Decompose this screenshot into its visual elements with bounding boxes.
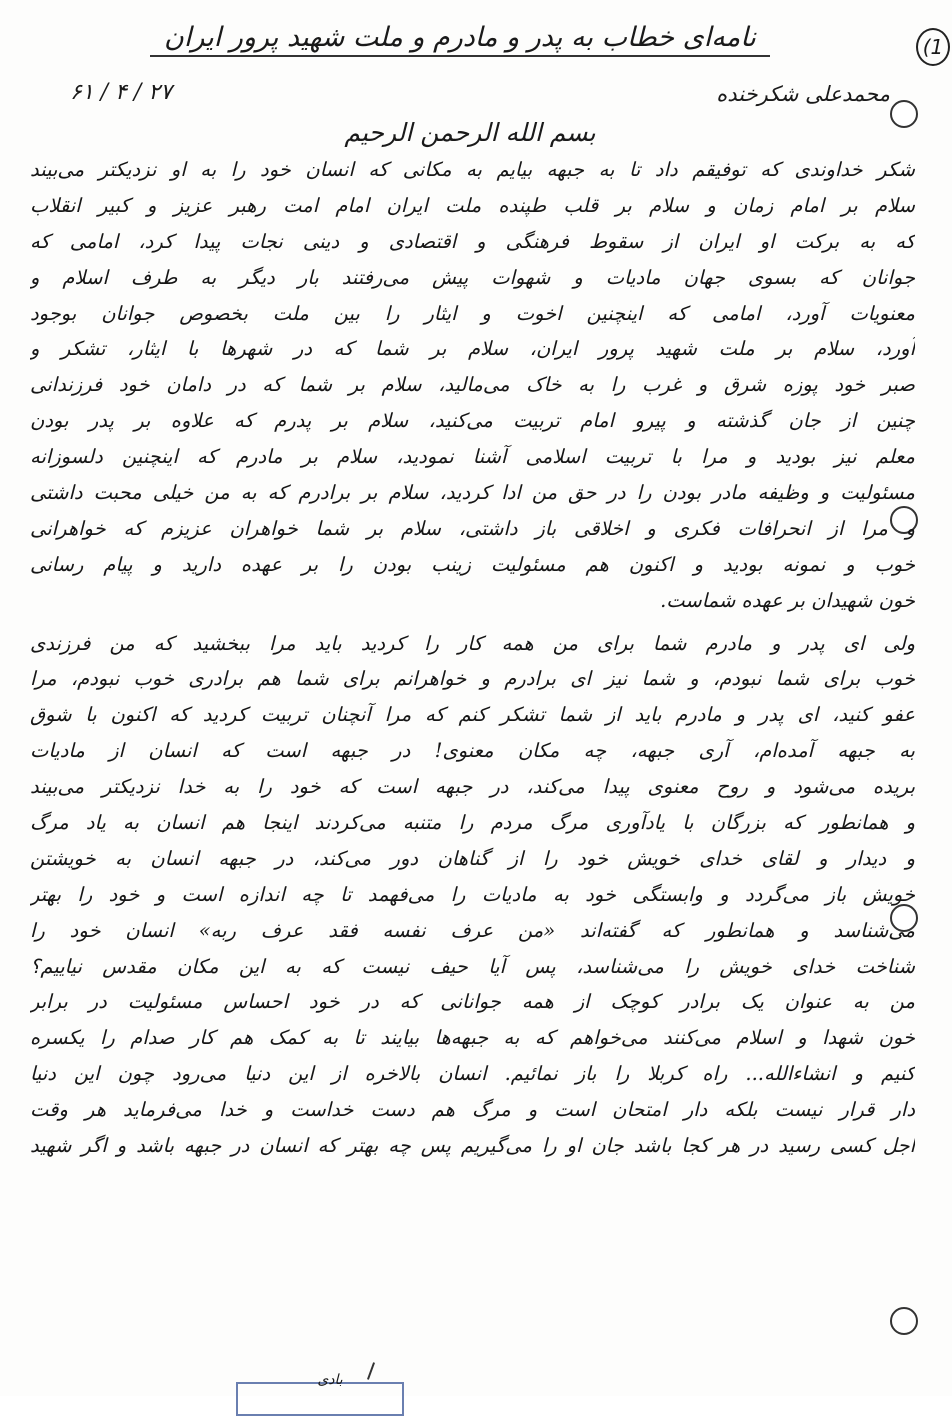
body-line: آورد، سلام بر ملت شهید پرور ایران، سلام بر شما که در شهرها با ایثار، تشکر و <box>30 337 915 361</box>
letter-body <box>30 152 915 1164</box>
body-line: می‌شناسد و همانطور که گفته‌اند «من عرف نفسه فقد عرف ربه» انسان خود را <box>30 918 915 942</box>
body-line: من به عنوان یک برادر کوچک از همه جوانانی که در خود احساس مسئولیت در برابر <box>30 990 915 1014</box>
body-line: اجل کسی رسید در هر کجا باشد جان او را می‌گیریم پس چه بهتر که انسان در جبهه باشد و اگر شهید <box>30 1134 915 1158</box>
body-line: شناخت خدای خویش را می‌شناسد، پس آیا حیف نیست که به این مکان مقدس نیاییم؟ <box>30 954 915 978</box>
body-line: سلام بر امام زمان و سلام بر قلب طپنده ملت ایران امام امت رهبر عزیز و کبیر انقلاب <box>30 193 915 217</box>
body-line: و دیدار و لقای خدای خویش خود را از گناهان دور می‌کند، در جبهه انسان به خویشتن <box>30 846 915 870</box>
letter-date: ۶۱ / ۴ / ۲۷ <box>70 80 172 105</box>
body-line: خون شهیدان بر عهده شماست. <box>660 588 915 612</box>
punch-hole-icon <box>890 100 918 128</box>
body-line: جوانان که بسوی جهان مادیات و شهوات پیش می‌رفتند بار دیگر به طرف اسلام و <box>30 265 915 289</box>
body-line: و مرا از انحرافات فکری و اخلاقی باز داشتی، سلام بر شما خواهران عزیزم که خواهرانی <box>30 516 915 540</box>
body-line: صبر خود پوزه شرق و غرب را به خاک می‌مالید، سلام بر شما که در دامان خود فرزندانی <box>30 373 915 397</box>
body-line: چنین از جان گذشته و پیرو امام تربیت می‌کنید، سلام بر پدرم که علاوه بر پدر بودن <box>30 409 915 433</box>
body-line: مسئولیت و وظیفه مادر بودن را در حق من ادا کردید، سلام بر برادرم که به من خیلی محبت داشتی <box>30 481 915 505</box>
body-line: عفو کنید، ای پدر و مادرم باید از شما تشکر کنم که مرا آنچنان تربیت کردید که اکنون با شوق <box>30 703 915 727</box>
punch-hole-icon <box>890 1307 918 1335</box>
author-name: محمدعلی شکرخنده <box>716 82 890 106</box>
body-line: کنیم و انشاءالله... راه کربلا را باز نمائیم. انسان بالاخره از این دنیا می‌رود چون این دنیا <box>30 1062 915 1086</box>
stamp-text: بادی <box>317 1372 343 1388</box>
bismillah-heading: بسم الله الرحمن الرحیم <box>344 118 596 147</box>
body-line: معنویات آورد، امامی که اینچنین اخوت و ایثار را بین ملت بخصوص جوانان بوجود <box>30 301 915 325</box>
body-line: دار قرار نیست بلکه دار امتحان است و مرگ هم دست خداست و خدا می‌فرماید هر وقت <box>30 1098 915 1122</box>
pen-mark <box>367 1362 375 1380</box>
body-line: خوب و نمونه بودید و اکنون هم مسئولیت زینب بودن را بر عهده دارید و پیام رسانی <box>30 552 915 576</box>
body-line: خوب برای شما نبودم، و شما نیز ای برادرم و خواهرانم برای شما هم برادری خوب نبودم، مرا <box>30 667 915 691</box>
body-line: و همانطور که بزرگان با یادآوری مرگ مردم را متنبه می‌کردند اینجا هم انسان به یاد مرگ <box>30 811 915 835</box>
body-line: به جبهه آمده‌ام، آری جبهه، چه مکان معنوی! در جبهه است که انسان از مادیات <box>30 739 915 763</box>
letter-title: نامه‌ای خطاب به پدر و مادرم و ملت شهید پرور ایران <box>150 22 770 57</box>
page-number: (1 <box>916 28 950 66</box>
body-line: که به برکت او ایران از سقوط فرهنگی و اقتصادی و دینی نجات پیدا کرد، امامی که <box>30 229 915 253</box>
body-line: ولی ای پدر و مادرم شما برای من همه کار را کردید باید مرا ببخشید که من فرزندی <box>30 631 915 655</box>
body-line: خون شهدا و اسلام می‌کنند می‌خواهم که به جبهه‌ها بیایند تا به کمک هم کار صدام را یکسره <box>30 1026 915 1050</box>
body-line: بریده می‌شود و روح معنوی پیدا می‌کند، در جبهه است که خود را به خدا نزدیکتر می‌بیند <box>30 775 915 799</box>
body-line: شکر خداوندی که توفیقم داد تا به جبهه بیایم به مکانی که انسان خود را به او نزدیکتر می‌بیند <box>30 158 915 181</box>
body-line: خویش باز می‌گردد و وابستگی خود به مادیات را می‌فهمد تا چه اندازه است و خود را بهتر <box>30 882 915 906</box>
body-line: معلم نیز بودید و مرا با تربیت اسلامی آشنا نمودید، سلام بر مادرم که اینچنین دلسوزانه <box>30 445 915 469</box>
